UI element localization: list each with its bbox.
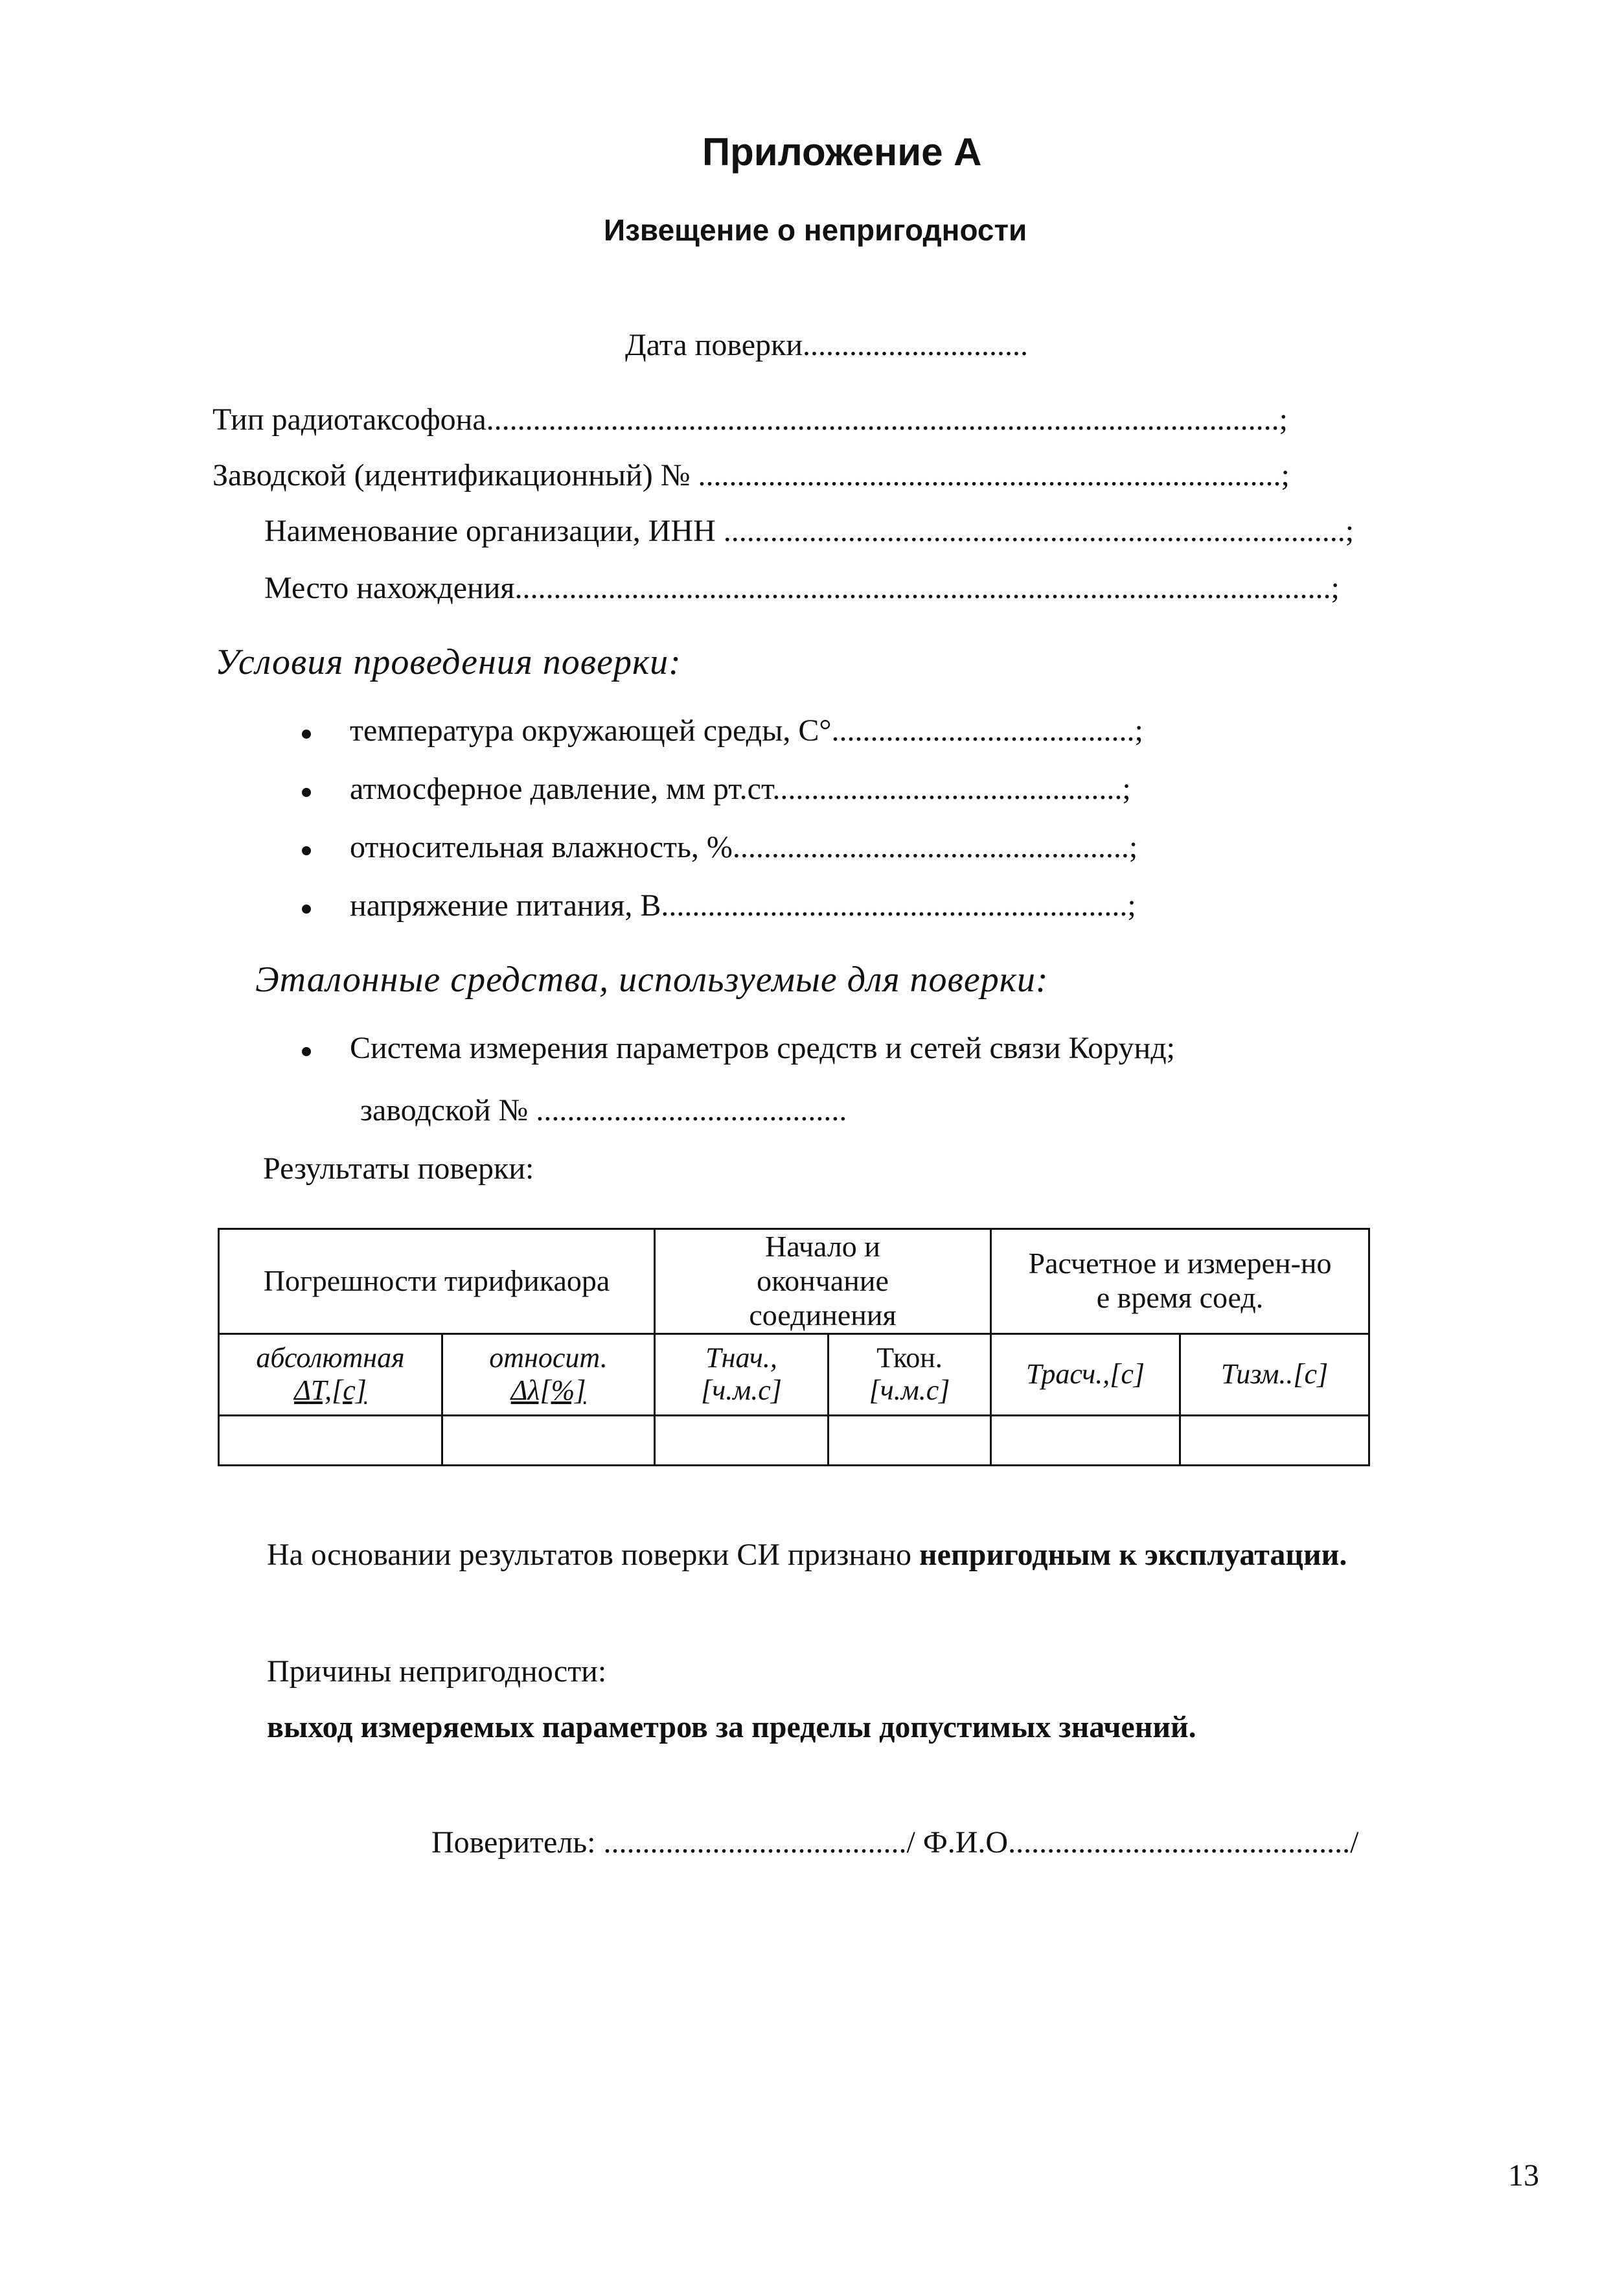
subheader-start [655,1333,829,1415]
bullet-icon [302,788,311,797]
bullet-icon [302,1047,311,1056]
condition-voltage: напряжение питания, В............................................................; [350,888,1136,923]
bullet-icon [302,730,311,739]
results-table [218,1228,1370,1466]
conclusion-bold: непригодным к эксплуатации. [919,1538,1347,1572]
header-time [991,1229,1369,1334]
subheader-start-line1: Тнач., [705,1341,777,1374]
condition-humidity: относительная влажность, %...................................................; [350,830,1138,864]
subheader-measured-time: Тизм..[c] [1180,1333,1369,1415]
table-cell [991,1415,1180,1465]
page-title: Приложение А [702,130,982,174]
table-cell [829,1415,991,1465]
type-field: Тип радиотаксофона......................................................................................................; [212,402,1288,437]
subheader-start-line2: [ч.м.с] [701,1374,782,1407]
subheader-relative-line1: относит. [489,1341,608,1374]
reasons-text: выход измеряемых параметров за пределы допустимых значений. [267,1710,1196,1744]
table-cell [1180,1415,1369,1465]
signature-fill: ......................................./ Ф.И.О............................................/ [595,1825,1359,1860]
results-label: Результаты поверки: [263,1151,534,1186]
organization-field: Наименование организации, ИНН ................................................................................; [264,514,1355,548]
table-cell [655,1415,829,1465]
conclusion-text [267,1537,1347,1573]
date-field: Дата поверки............................. [625,328,1029,362]
reference-serial: заводской № ........................................ [360,1093,847,1127]
condition-temperature: температура окружающей среды, С°.......................................; [350,713,1143,748]
signature-line [431,1825,1358,1860]
subheader-absolute-line2: ΔT,[c] [294,1374,367,1407]
header-time-text: Расчетное и измерен-ное время соед. [1028,1247,1332,1315]
condition-pressure: атмосферное давление, мм рт.ст.............................................; [350,772,1131,806]
bullet-icon [302,905,311,914]
reasons-label: Причины непригодности: [267,1654,607,1689]
subheader-end [829,1333,991,1415]
reference-item: Система измерения параметров средств и сетей связи Корунд; [350,1031,1175,1065]
serial-field: Заводской (идентификационный) № ...........................................................................; [212,458,1290,492]
bullet-icon [302,846,311,855]
subheader-absolute-line1: абсолютная [256,1341,405,1374]
page-number: 13 [1508,2158,1539,2193]
table-cell [442,1415,655,1465]
subheader-end-line2: [ч.м.с] [869,1374,950,1407]
table-row [219,1415,1369,1465]
conditions-heading: Условия проведения поверки: [215,642,681,682]
subheader-relative [442,1333,655,1415]
header-start-end-text: Начало и окончание соединения [749,1230,897,1332]
header-errors: Погрешности тирификаора [219,1229,655,1334]
location-field: Место нахождения.........................................................................................................; [264,571,1340,605]
header-start-end [655,1229,991,1334]
subheader-relative-line2: Δλ[%] [510,1374,586,1407]
table-cell [219,1415,442,1465]
signature-label: Поверитель: [431,1825,596,1860]
subheader-end-line1: Ткон. [876,1341,943,1374]
conclusion-prefix: На основании результатов поверки СИ признано [267,1538,920,1572]
reference-heading: Эталонные средства, используемые для поверки: [255,960,1049,1000]
subheader-absolute [219,1333,442,1415]
page-subtitle: Извещение о непригодности [604,213,1027,247]
subheader-calc-time: Трасч.,[c] [991,1333,1180,1415]
